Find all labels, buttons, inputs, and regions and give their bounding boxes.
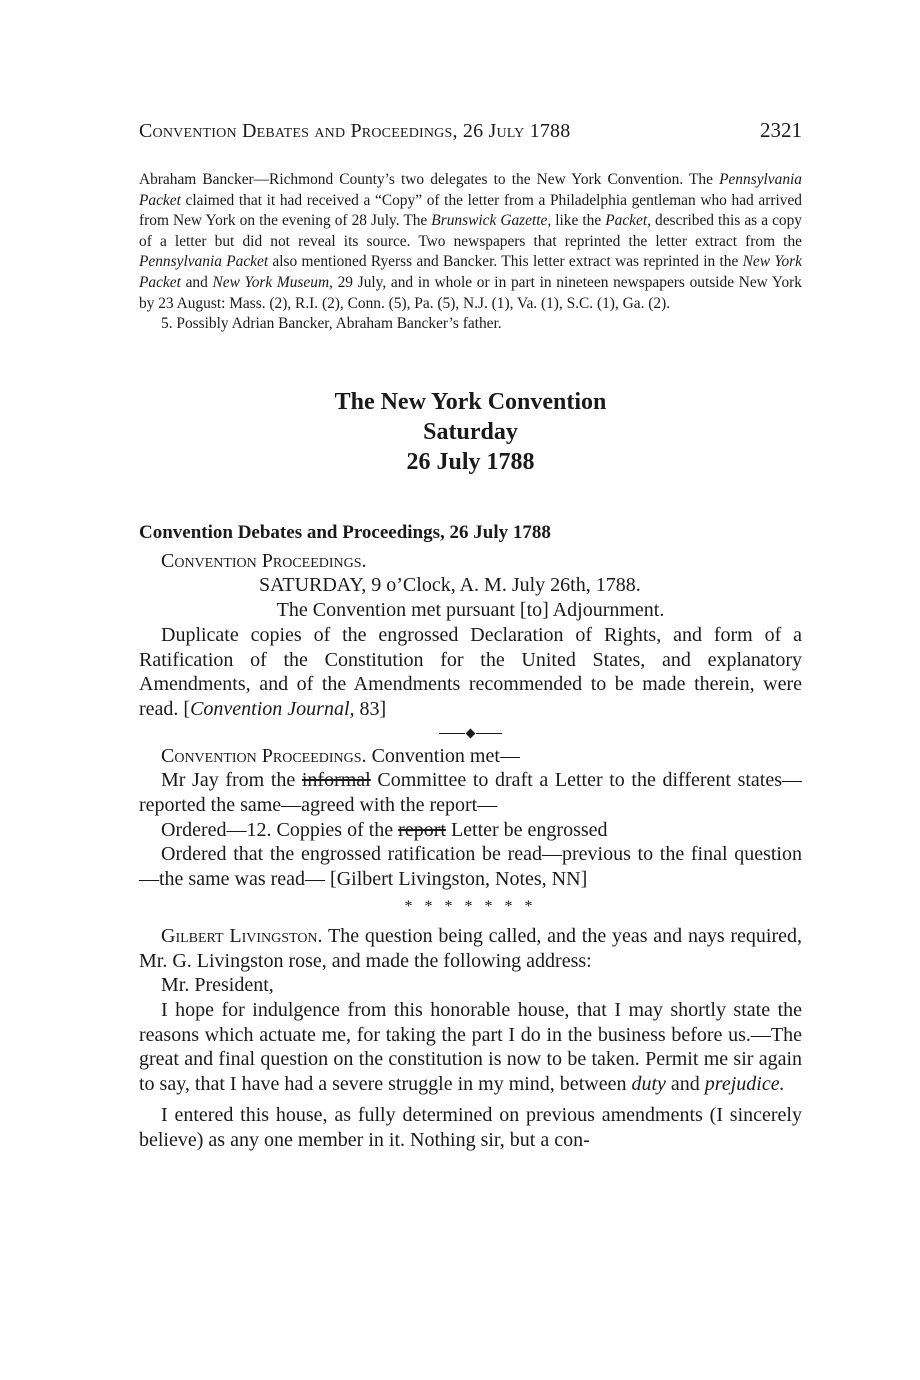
running-head-title: Convention Debates and Proceedings, 26 July 1788 [139,120,571,142]
footnote-4: Abraham Bancker—Richmond County’s two delegates to the New York Convention. The Pennsylvania Packet claimed that it had received a “Copy” of the letter from a Philadelphia gentleman who had arrived from New York on the evening of 28 July. The Brunswick Gazette, like the Packet, described this as a copy of a letter but did not reveal its source. Two newspapers that reprinted the letter extract from the Pennsylvania Packet also mentioned Ryerss and Bancker. This letter extract was reprinted in the New York Packet and New York Museum, 29 July, and in whole or in part in nineteen newspapers outside New York by 23 August: Mass. (2), R.I. (2), Conn. (5), Pa. (5), N.J. (1), Va. (1), S.C. (1), Ga. (2). [139,171,803,312]
document-page [139,118,802,1152]
ordered-ratification-paragraph: Ordered that the engrossed ratification be read—previous to the final question—the same was read— [Gilbert Livingston, Notes, NN] [139,843,802,891]
proceedings-label: Convention Proceedings. [161,549,367,572]
section-ornament [139,724,802,744]
page-number: 2321 [760,118,802,142]
jay-paragraph: Mr Jay from the informal Committee to draft a Letter to the different states—reported the same—agreed with the report— [139,769,802,817]
footnote-5: 5. Possibly Adrian Bancker, Abraham Bancker’s father. [161,315,502,333]
footnotes [139,170,802,335]
ordered-paragraph: Ordered—12. Coppies of the report Letter be engrossed [161,818,608,841]
hope-paragraph: I hope for indulgence from this honorable house, that I may shortly state the reasons which actuate me, for taking the part I do in the business before us.—The great and final question on the constitution is now to be taken. Permit me sir again to say, that I have had a severe struggle in my mind, between duty and prejudice. [139,999,802,1096]
date-line: SATURDAY, 9 o’Clock, A. M. July 26th, 1788. [259,574,641,597]
running-head [139,118,802,148]
duplicate-paragraph: Duplicate copies of the engrossed Declaration of Rights, and form of a Ratification of the Constitution for the United States, and explanatory Amendments, and of the Amendments recommended to be made therein, were read. [Convention Journal, 83] [139,623,802,720]
section-title-line-1: The New York Convention [334,388,607,415]
section-title-line-2: Saturday [423,418,518,445]
livingston-paragraph: Gilbert Livingston. The question being called, and the yeas and nays required, Mr. G. Livingston rose, and made the following address: [139,924,803,972]
section-title-line-3: 26 July 1788 [406,448,535,475]
mr-president: Mr. President, [161,974,274,997]
entered-paragraph: I entered this house, as fully determined on previous amendments (I sincerely believe) as any one member in it. Nothing sir, but a con- [139,1103,802,1151]
section-title [139,387,802,477]
proceedings-paragraph: Convention Proceedings. Convention met— [161,744,520,767]
sub-heading: Convention Debates and Proceedings, 26 July 1788 [139,521,551,543]
body-text [139,549,802,1152]
asterisk-divider: * * * * * * * [404,897,537,915]
met-line: The Convention met pursuant [to] Adjournment. [276,599,665,622]
